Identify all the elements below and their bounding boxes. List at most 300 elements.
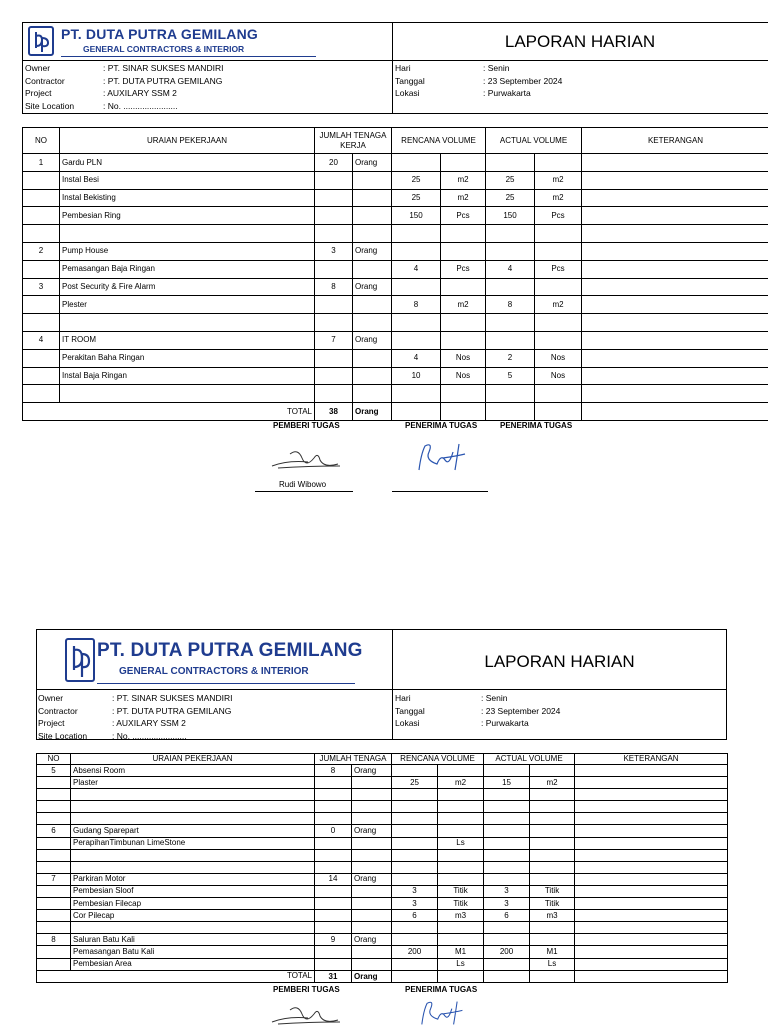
cell-ket [575,849,728,861]
cell-av [484,765,530,777]
cell-no: 1 [23,154,60,172]
info-owner: Owner : PT. SINAR SUKSES MANDIRI [25,62,223,75]
table-row [23,189,768,207]
cell-ket [582,314,768,332]
cell-item [60,225,315,243]
cell-au: m2 [530,777,575,789]
table-row [23,278,768,296]
cell-ru [441,278,486,296]
cell-av: 4 [486,260,535,278]
cell-ru: Pcs [441,260,486,278]
cell-no [37,801,71,813]
cell-item: Pembesian Ring [60,207,315,225]
cell-qty [315,885,352,897]
company-logo-icon-2 [65,638,95,682]
cell-av: 25 [486,171,535,189]
cell-rv [392,225,441,243]
cell-rv: 3 [392,898,438,910]
cell-qty [315,171,353,189]
table-row [23,242,768,260]
cell-qty [315,260,353,278]
info-site-location-2: Site Location : No. ....................... [38,730,232,743]
cell-item: Gardu PLN [60,154,315,172]
cell-av [484,837,530,849]
total-unit: Orang [353,403,392,421]
info-lokasi-2: Lokasi : Purwakarta [395,717,560,730]
cell-ru [438,801,484,813]
cell-ru: m2 [441,189,486,207]
cell-ket [582,349,768,367]
cell-item: Plester [60,296,315,314]
cell-qty [315,861,352,873]
cell-no [37,789,71,801]
cell-ket [582,260,768,278]
total-label: TOTAL [37,970,315,982]
cell-unit [352,910,392,922]
table-row [23,260,768,278]
cell-unit [352,946,392,958]
cell-ru [441,242,486,260]
cell-ket [575,777,728,789]
cell-unit [353,225,392,243]
info-project: Project : AUXILARY SSM 2 [25,87,223,100]
sig1-pemberi-label: PEMBERI TUGAS [273,421,340,430]
col-tenaga-2: JUMLAH TENAGA [315,754,392,765]
cell-item: Instal Bekisting [60,189,315,207]
total-empty-cell [535,403,582,421]
cell-no [23,207,60,225]
cell-ket [575,958,728,970]
cell-ket [575,922,728,934]
cell-no [37,849,71,861]
logo-underline-2 [97,683,355,684]
cell-au [530,837,575,849]
cell-au: Nos [535,349,582,367]
cell-unit: Orang [352,873,392,885]
cell-ket [575,861,728,873]
table-row [23,225,768,243]
cell-au: m2 [535,171,582,189]
cell-ru [438,861,484,873]
cell-rv [392,242,441,260]
cell-qty [315,314,353,332]
cell-no: 3 [23,278,60,296]
cell-au [530,789,575,801]
cell-no [37,861,71,873]
info-tanggal: Tanggal : 23 September 2024 [395,75,562,88]
cell-au [530,922,575,934]
cell-ket [575,765,728,777]
cell-au [535,225,582,243]
header-2 [36,629,727,740]
cell-au [530,801,575,813]
cell-no [23,225,60,243]
col-rencana: RENCANA VOLUME [392,128,486,154]
cell-rv [392,331,441,349]
cell-no: 2 [23,242,60,260]
table-row [23,207,768,225]
cell-qty [315,349,353,367]
cell-qty: 0 [315,825,352,837]
cell-av [484,825,530,837]
cell-av [486,278,535,296]
cell-av: 3 [484,898,530,910]
logo-underline [61,56,316,57]
info-right-list [395,62,562,100]
cell-item: Gudang Sparepart [71,825,315,837]
cell-au: m3 [530,910,575,922]
cell-ket [582,207,768,225]
cell-au [530,813,575,825]
cell-rv [392,154,441,172]
sig1-line-right [392,491,488,492]
logo-cell-2 [37,630,393,690]
cell-au: Nos [535,367,582,385]
cell-item [71,861,315,873]
info-site-location: Site Location : No. ....................... [25,100,223,113]
cell-rv: 150 [392,207,441,225]
cell-av [484,801,530,813]
cell-ru: m3 [438,910,484,922]
cell-ru [438,934,484,946]
cell-no: 8 [37,934,71,946]
cell-unit: Orang [353,242,392,260]
cell-item [71,849,315,861]
cell-ru [438,922,484,934]
company-name-2: PT. DUTA PUTRA GEMILANG [97,640,363,662]
cell-no [23,296,60,314]
cell-au: Pcs [535,207,582,225]
table-row [37,898,728,910]
table-row [37,849,728,861]
cell-item: Pump House [60,242,315,260]
company-logo-icon [28,26,54,56]
cell-qty [315,367,353,385]
cell-unit [353,367,392,385]
cell-au [530,765,575,777]
cell-no [37,898,71,910]
col-keterangan: KETERANGAN [582,128,768,154]
table-row [37,910,728,922]
table-row [37,837,728,849]
table-row [37,958,728,970]
cell-av [484,849,530,861]
cell-ru [441,154,486,172]
cell-ru: Pcs [441,207,486,225]
cell-ru [438,873,484,885]
cell-item: Pembesian Area [71,958,315,970]
cell-av [486,385,535,403]
cell-qty [315,801,352,813]
cell-ru: Ls [438,837,484,849]
cell-ket [582,278,768,296]
cell-rv [392,837,438,849]
cell-qty [315,837,352,849]
total-qty: 31 [315,970,352,982]
table-row [37,777,728,789]
cell-av [484,922,530,934]
cell-ru: M1 [438,946,484,958]
cell-ket [575,946,728,958]
cell-av: 8 [486,296,535,314]
cell-rv [392,314,441,332]
sig2-pemberi-label: PEMBERI TUGAS [273,985,340,994]
sig1-name: Rudi Wibowo [279,480,326,489]
table-row [23,296,768,314]
cell-qty [315,385,353,403]
cell-rv [392,825,438,837]
cell-ru: m2 [438,777,484,789]
work-table-2 [36,753,728,983]
info-right-2 [393,690,726,740]
cell-item: IT ROOM [60,331,315,349]
cell-item: Post Security & Fire Alarm [60,278,315,296]
cell-unit: Orang [352,765,392,777]
cell-unit: Orang [353,331,392,349]
col-no: NO [23,128,60,154]
cell-ru [438,789,484,801]
col-actual-2: ACTUAL VOLUME [484,754,575,765]
cell-av [484,861,530,873]
cell-au [535,154,582,172]
col-no-2: NO [37,754,71,765]
cell-av [484,873,530,885]
cell-no [37,885,71,897]
cell-unit [352,813,392,825]
cell-unit [353,385,392,403]
cell-unit [353,171,392,189]
info-owner-2: Owner : PT. SINAR SUKSES MANDIRI [38,692,232,705]
cell-rv [392,278,441,296]
table-row [37,789,728,801]
cell-ket [575,801,728,813]
cell-rv: 25 [392,777,438,789]
sig1-penerima2-label: PENERIMA TUGAS [500,421,572,430]
cell-ru: Nos [441,367,486,385]
cell-rv [392,765,438,777]
cell-no [37,910,71,922]
cell-rv: 6 [392,910,438,922]
cell-unit [352,898,392,910]
cell-no [23,314,60,332]
cell-qty: 9 [315,934,352,946]
cell-ru [441,385,486,403]
cell-ru: m2 [441,296,486,314]
cell-rv [392,958,438,970]
cell-au [535,385,582,403]
total-empty-cell [438,970,484,982]
report-title-2: LAPORAN HARIAN [393,652,726,672]
cell-unit: Orang [352,825,392,837]
cell-unit [352,849,392,861]
cell-av [486,314,535,332]
cell-qty [315,777,352,789]
cell-unit [353,296,392,314]
cell-item: Pemasangan Baja Ringan [60,260,315,278]
cell-ket [582,367,768,385]
cell-no [37,946,71,958]
cell-item: Instal Baja Ringan [60,367,315,385]
cell-av [486,225,535,243]
cell-item: Plaster [71,777,315,789]
cell-av [484,958,530,970]
total-unit: Orang [352,970,392,982]
total-qty: 38 [315,403,353,421]
cell-ru [438,765,484,777]
cell-ket [582,296,768,314]
cell-no [37,777,71,789]
info-left [23,61,393,113]
total-empty-cell [530,970,575,982]
col-uraian-2: URAIAN PEKERJAAN [71,754,315,765]
cell-item: Saluran Batu Kali [71,934,315,946]
cell-no [23,367,60,385]
title-cell [392,23,768,61]
cell-rv [392,934,438,946]
cell-qty [315,207,353,225]
cell-au [530,873,575,885]
cell-rv: 8 [392,296,441,314]
cell-item: Pembesian Filecap [71,898,315,910]
cell-rv [392,385,441,403]
cell-rv [392,873,438,885]
cell-ket [575,934,728,946]
cell-no [37,813,71,825]
signature-pemberi-icon-2 [268,1000,348,1030]
col-actual: ACTUAL VOLUME [486,128,582,154]
cell-ket [575,910,728,922]
cell-au [530,934,575,946]
total-empty-cell [392,970,438,982]
cell-qty [315,189,353,207]
cell-au: Pcs [535,260,582,278]
cell-unit [353,207,392,225]
cell-qty [315,898,352,910]
info-hari-2: Hari : Senin [395,692,560,705]
table-row [23,367,768,385]
cell-av: 2 [486,349,535,367]
cell-ket [582,242,768,260]
cell-au: Ls [530,958,575,970]
cell-ket [575,825,728,837]
col-rencana-2: RENCANA VOLUME [392,754,484,765]
cell-qty [315,849,352,861]
cell-ket [575,873,728,885]
info-project-2: Project : AUXILARY SSM 2 [38,717,232,730]
cell-item [71,922,315,934]
cell-ru: m2 [441,171,486,189]
cell-ru [441,314,486,332]
cell-rv: 25 [392,171,441,189]
cell-av [484,934,530,946]
cell-qty: 14 [315,873,352,885]
cell-qty: 7 [315,331,353,349]
cell-av [484,789,530,801]
info-contractor: Contractor : PT. DUTA PUTRA GEMILANG [25,75,223,88]
cell-no [23,189,60,207]
info-lokasi: Lokasi : Purwakarta [395,87,562,100]
cell-qty [315,958,352,970]
cell-av: 5 [486,367,535,385]
cell-ru: Titik [438,898,484,910]
cell-qty: 20 [315,154,353,172]
cell-qty [315,813,352,825]
cell-unit: Orang [353,154,392,172]
cell-unit [352,801,392,813]
total-label: TOTAL [23,403,315,421]
company-subtitle: GENERAL CONTRACTORS & INTERIOR [83,44,244,54]
cell-unit [352,837,392,849]
col-tenaga: JUMLAH TENAGA KERJA [315,128,392,154]
table-row [23,314,768,332]
cell-rv: 200 [392,946,438,958]
signature-penerima-icon [413,440,473,474]
cell-av: 3 [484,885,530,897]
total-empty-cell [582,403,768,421]
cell-av [486,242,535,260]
table-row [37,801,728,813]
info-tanggal-2: Tanggal : 23 September 2024 [395,705,560,718]
cell-item [71,801,315,813]
cell-ru [441,225,486,243]
cell-no: 6 [37,825,71,837]
cell-no: 4 [23,331,60,349]
cell-au: m2 [535,296,582,314]
table-row [23,349,768,367]
cell-unit [353,189,392,207]
cell-ket [575,789,728,801]
cell-au: M1 [530,946,575,958]
cell-unit [352,885,392,897]
cell-unit [353,349,392,367]
info-left-list [25,62,223,112]
work-table-1 [22,127,768,421]
cell-item: Instal Besi [60,171,315,189]
cell-unit: Orang [352,934,392,946]
cell-item [71,789,315,801]
cell-rv [392,861,438,873]
cell-item [71,813,315,825]
table-row [37,934,728,946]
report-title: LAPORAN HARIAN [392,32,768,52]
info-left-2 [37,690,393,740]
cell-ru [438,849,484,861]
cell-ru [438,813,484,825]
cell-av [486,331,535,349]
total-empty-cell [484,970,530,982]
cell-no [37,922,71,934]
table-row [23,154,768,172]
cell-au [530,849,575,861]
cell-no [23,349,60,367]
cell-rv [392,801,438,813]
cell-item: Parkiran Motor [71,873,315,885]
cell-av [484,813,530,825]
cell-ket [582,331,768,349]
cell-ru: Nos [441,349,486,367]
cell-rv: 25 [392,189,441,207]
company-subtitle-2: GENERAL CONTRACTORS & INTERIOR [119,666,309,677]
title-cell-2 [393,630,726,690]
cell-ket [575,837,728,849]
cell-qty [315,946,352,958]
cell-qty [315,789,352,801]
cell-unit [353,260,392,278]
cell-ket [575,898,728,910]
cell-item: PerapihanTimbunan LimeStone [71,837,315,849]
cell-no [23,171,60,189]
cell-au [530,861,575,873]
